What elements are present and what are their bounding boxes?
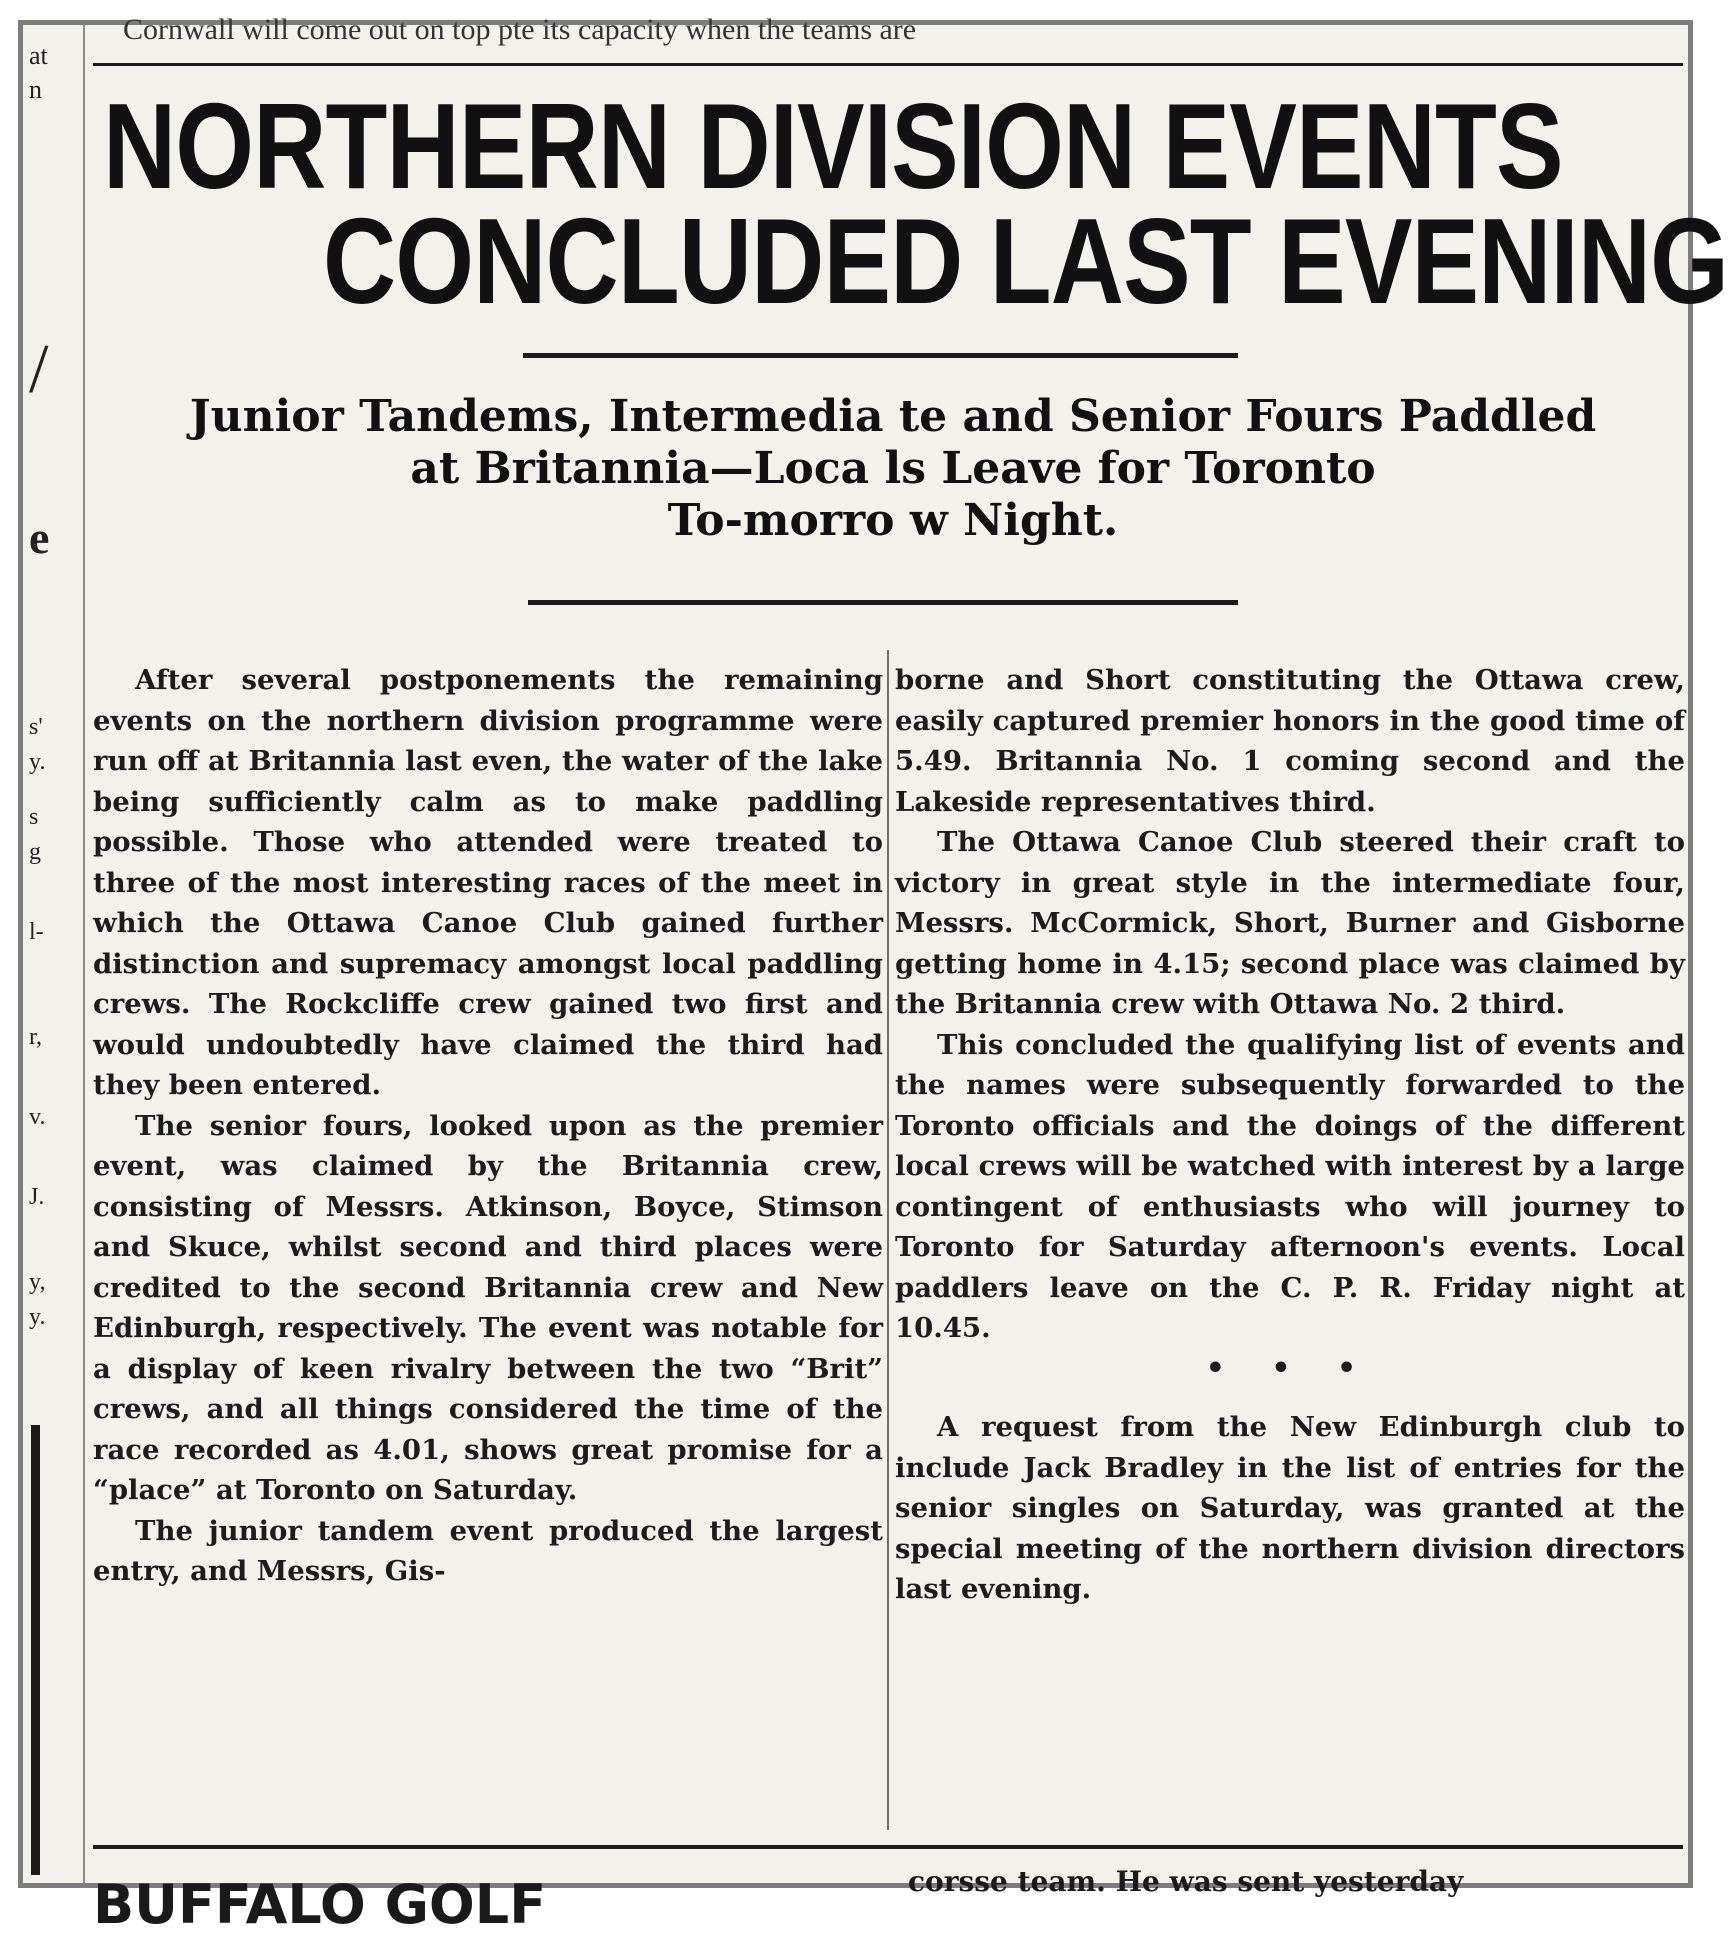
left-fragment: y. bbox=[29, 749, 46, 775]
left-fragment: g bbox=[29, 839, 41, 865]
bottom-right-fragment: corsse team. He was sent yesterday bbox=[908, 1865, 1464, 1898]
left-fragment: s' bbox=[29, 714, 43, 740]
left-fragment: l- bbox=[29, 919, 44, 945]
deck-line-2: at Britannia—Loca ls Leave for Toronto bbox=[410, 443, 1376, 494]
top-cut-off-text: Cornwall will come out on top pte its capacity when the teams are bbox=[123, 13, 917, 46]
left-fragment: y. bbox=[29, 1304, 46, 1330]
deck-divider-rule bbox=[528, 600, 1238, 605]
paragraph: The senior fours, looked upon as the premier event, was claimed by the Britannia crew, consisting of Messrs. Atkinson, Boyce, Stimson and Skuce, whilst second and third places were credited to the second Britannia crew and New Edinburgh, respectively. The event was notable for a display of keen rivalry between the two “Brit” crews, and all things considered the time of the race recorded as 4.01, shows great promise for a “place” at Toronto on Saturday. bbox=[93, 1109, 883, 1506]
paragraph: The junior tandem event produced the largest entry, and Messrs, Gis- bbox=[93, 1514, 883, 1587]
headline-line-2: CONCLUDED LAST EVENING bbox=[323, 193, 1728, 329]
left-fragment: r, bbox=[29, 1024, 43, 1050]
left-fragment: J. bbox=[29, 1184, 45, 1210]
article-column-1 bbox=[93, 660, 883, 1592]
headline-line-1: NORTHERN DIVISION EVENTS bbox=[103, 78, 1563, 214]
left-fragment: s bbox=[29, 804, 39, 830]
newspaper-clipping bbox=[18, 13, 1728, 1936]
deck-line-3: To-morro w Night. bbox=[667, 495, 1119, 546]
left-fragment: y, bbox=[29, 1269, 46, 1295]
bottom-rule bbox=[93, 1845, 1683, 1849]
bottom-cut-off-text bbox=[93, 1865, 1683, 1936]
left-fragment: v. bbox=[29, 1104, 46, 1130]
left-fragment: e bbox=[29, 512, 50, 563]
paragraph: The Ottawa Canoe Club steered their craft to victory in great style in the intermediate four, Messrs. McCormick, Short, Burner and Gisborne getting home in 4.15; second place was claimed by the Britannia crew with Ottawa No. 2 third. bbox=[895, 826, 1685, 1020]
left-black-rule bbox=[31, 1425, 40, 1875]
left-fragment: at bbox=[29, 41, 48, 70]
deck-line-1: Junior Tandems, Intermedia te and Senior Fours Paddled bbox=[189, 391, 1597, 442]
bottom-left-fragment: BUFFALO GOLF bbox=[93, 1873, 547, 1936]
article-column-2 bbox=[895, 660, 1685, 1610]
headline-divider-rule bbox=[523, 353, 1238, 358]
paragraph: This concluded the qualifying list of events and the names were subsequently forwarded to the Toronto officials and the doings of the different local crews will be watched with interest by a large contingent of enthusiasts who will journey to Toronto for Saturday afternoon's events. Local paddlers leave on the C. P. R. Friday night at 10.45. bbox=[895, 1028, 1685, 1344]
column-divider bbox=[887, 650, 889, 1830]
paragraph: borne and Short constituting the Ottawa crew, easily captured premier honors in the good time of 5.49. Britannia No. 1 coming second and the Lakeside representatives third. bbox=[895, 664, 1685, 818]
paragraph: After several postponements the remaining events on the northern division programme were run off at Britannia last even, the water of the lake being sufficiently calm as to make paddling possible. Those who attended were treated to three of the most interesting races of the meet in which the Ottawa Canoe Club gained further distinction and supremacy amongst local paddling crews. The Rockcliffe crew gained two first and would undoubtedly have claimed the third had they been entered. bbox=[93, 664, 883, 1101]
section-separator: • • • bbox=[1205, 1350, 1375, 1386]
top-rule bbox=[93, 63, 1683, 66]
left-fragment: n bbox=[29, 75, 42, 104]
left-fragment: / bbox=[29, 331, 49, 408]
left-adjacent-column-scrap bbox=[23, 25, 85, 1883]
paragraph: A request from the New Edinburgh club to include Jack Bradley in the list of entries for the senior singles on Saturday, was granted at the special meeting of the northern division directors last evening. bbox=[895, 1411, 1685, 1605]
